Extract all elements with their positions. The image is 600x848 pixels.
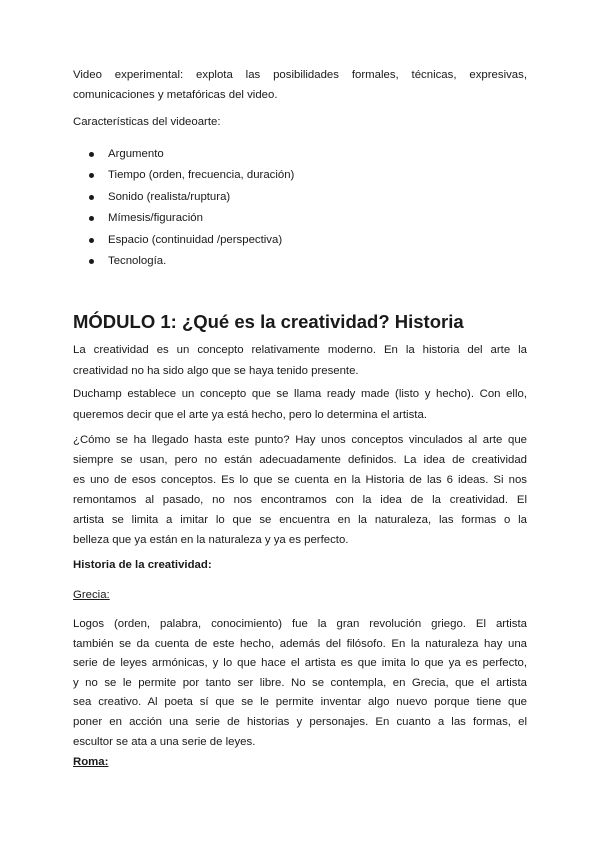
list-item [73,251,527,272]
text-line: remontamos al pasado, no nos encontramos con la idea de la creatividad. El [73,494,527,506]
bullet-icon [89,238,94,243]
list-item-text: Sonido (realista/ruptura) [108,190,231,203]
list-item-text: Tiempo (orden, frecuencia, duración) [108,169,295,182]
text-line: Video experimental: explota las posibilidades formales, técnicas, expresivas, [73,69,527,81]
text-line: sea creativo. Al poeta sí que se le permite inventar algo nuevo porque tiene que [73,696,527,709]
text-line: Duchamp establece un concepto que se llama ready made (listo y hecho). Con ello, [73,388,527,400]
section-roma-label [73,752,527,772]
text-line: belleza que ya están en la naturaleza y ya es perfecto. [73,534,349,546]
text-line: ¿Cómo se ha llegado hasta este punto? Hay unos conceptos vinculados al arte que [73,434,527,446]
list-item [73,187,527,208]
bullet-icon [89,173,94,178]
list-item [73,165,527,186]
characteristics-list [73,144,527,272]
subheading [73,555,527,575]
list-item-text: Argumento [108,148,164,160]
paragraph-grecia [73,615,527,752]
subheading-text: Historia de la creatividad: [73,559,212,571]
text-line: y no se le permite por tanto ser libre. No se contempla, en Grecia, que el artista [73,676,527,689]
list-item-text: Mímesis/figuración [108,212,203,225]
list-item [73,230,527,251]
bullet-icon [89,195,94,200]
paragraph-2 [73,384,527,426]
text-line: es uno de esos conceptos. Es lo que se cuenta en la Historia de las 6 ideas. Si nos [73,474,527,486]
text-line: escultor se ata a una serie de leyes. [73,735,256,748]
module-heading: MÓDULO 1: ¿Qué es la creatividad? Historia [73,311,464,332]
grecia-label-text: Grecia: [73,589,110,601]
paragraph-3 [73,430,527,550]
list-item-text: Espacio (continuidad /perspectiva) [108,233,283,246]
text-line: serie de leyes armónicas, y lo que hace el artista es que imita lo que ya es perfecto, [73,657,527,670]
bullet-icon [89,216,94,221]
text-line: Logos (orden, palabra, conocimiento) fue la gran revolución griego. El artista [73,618,527,630]
text-line: también se da cuenta de este hecho, además del filósofo. En la naturaleza hay una [73,637,527,650]
list-title-text: Características del videoarte: [73,116,221,128]
list-item-text: Tecnología. [108,254,167,267]
roma-label-text: Roma: [73,756,109,768]
list-item [73,208,527,229]
bullet-icon [89,152,94,157]
section-grecia-label [73,585,527,605]
text-line: artista se limita a imitar lo que se encuentra en la naturaleza, las formas o la [73,514,527,526]
bullet-icon [89,259,94,264]
intro-paragraph [73,65,527,105]
paragraph-1 [73,340,527,382]
text-line: queremos decir que el arte ya está hecho, pero lo determina el artista. [73,409,427,421]
text-line: poner en acción una serie de historias y personajes. En cuanto a las formas, el [73,715,527,728]
text-line: creatividad no ha sido algo que se haya tenido presente. [73,365,359,377]
list-title [73,112,527,132]
text-line: comunicaciones y metafóricas del video. [73,89,278,101]
text-line: siempre se usan, pero no están adecuadamente definidos. La idea de creatividad [73,454,527,466]
text-line: La creatividad es un concepto relativamente moderno. En la historia del arte la [73,344,527,356]
list-item [73,144,527,165]
